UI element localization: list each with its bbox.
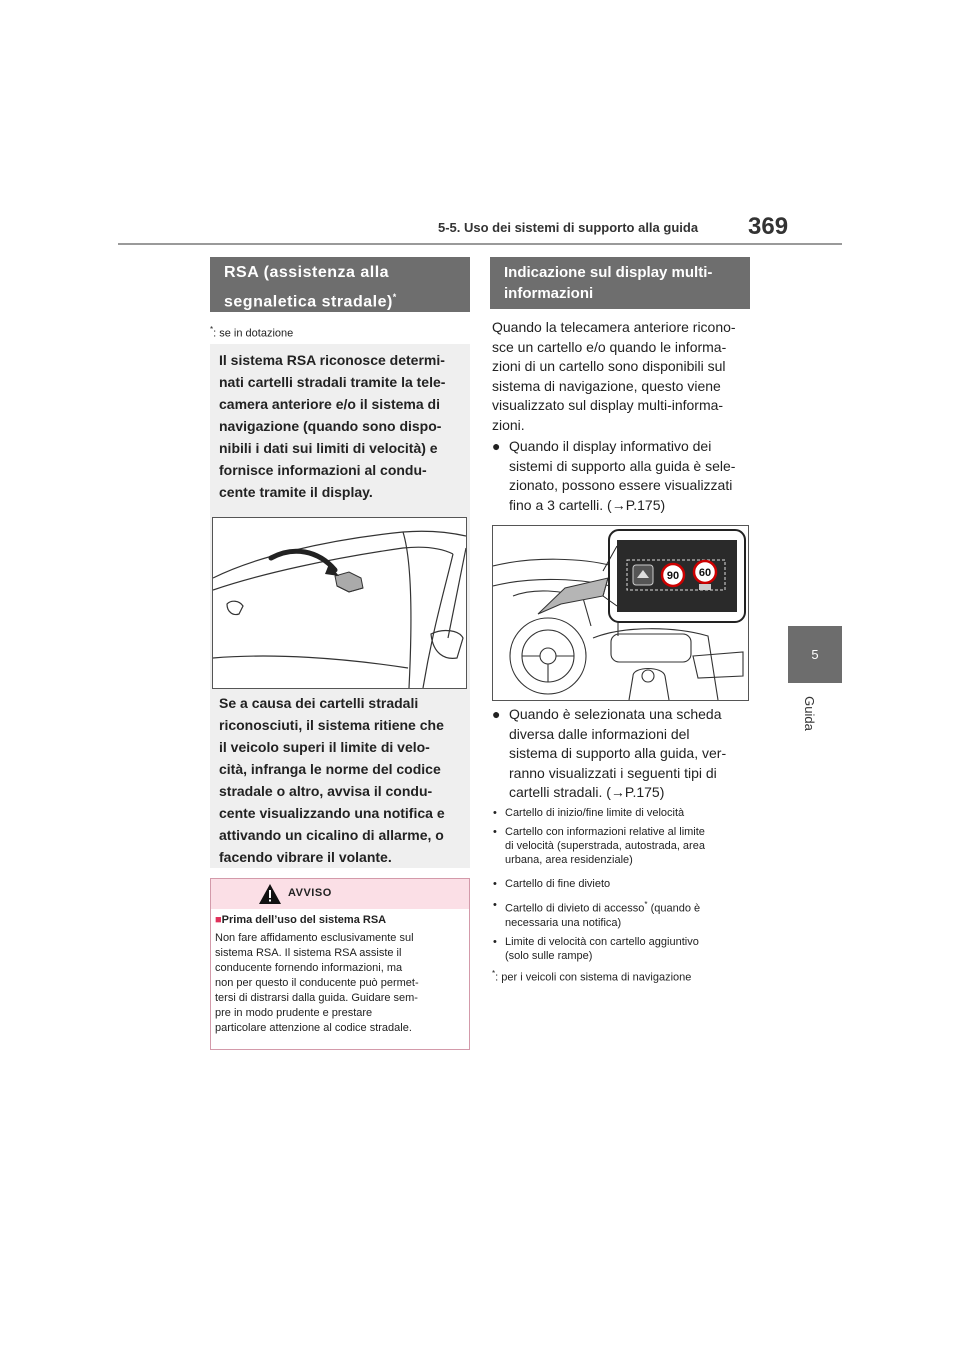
text-line: fornisce informazioni al condu- — [219, 462, 427, 478]
text-line: necessaria una notifica) — [505, 916, 622, 929]
bullet-dot-icon: • — [493, 826, 497, 838]
text-line: cartelli stradali. (→P.175) — [509, 784, 665, 800]
text-line: navigazione (quando sono dispo- — [219, 418, 442, 434]
chapter-tab: 5 — [788, 626, 842, 683]
text-line: Cartello con informazioni relative al limite — [505, 826, 705, 838]
speed-sign-60: 60 — [698, 567, 712, 579]
text-line: sistema di supporto alla guida, ver- — [509, 745, 727, 761]
footnote-text: : se in dotazione — [213, 327, 294, 340]
heading-line: informazioni — [504, 285, 594, 302]
asterisk-mark: * — [644, 900, 648, 909]
page-number: 369 — [748, 213, 789, 240]
text-line: Quando la telecamera anteriore ricono- — [492, 319, 736, 335]
header-rule — [118, 243, 842, 245]
warning-subtitle — [215, 914, 386, 926]
text-line: stradale o altro, avvisa il condu- — [219, 783, 433, 799]
text-line: (solo sulle rampe) — [505, 950, 593, 962]
footnote — [492, 969, 691, 984]
bullet-dot-icon: • — [493, 936, 497, 948]
text-line: tersi di distrarsi dalla guida. Guidare sem- — [215, 992, 418, 1004]
warning-body — [215, 931, 465, 1036]
bullet-item — [492, 705, 750, 803]
text-line: particolare attenzione al codice stradale. — [215, 1022, 412, 1034]
footnote-text: : per i veicoli con sistema di navigazione — [495, 971, 692, 984]
text-line: sistema di navigazione, questo viene — [492, 377, 721, 394]
rsa-section-heading — [210, 257, 470, 312]
heading-text: segnaletica stradale) — [224, 293, 393, 311]
bullet-dot-icon: • — [493, 807, 497, 819]
text-line: Se a causa dei cartelli stradali — [219, 695, 419, 711]
warning-triangle-icon — [258, 883, 282, 905]
text-line: il veicolo superi il limite di velo- — [219, 739, 430, 755]
bullet-item — [492, 437, 750, 515]
text-line: Cartello di inizio/fine limite di velocità — [505, 807, 685, 819]
text-line: sce un cartello e/o quando le informa- — [492, 338, 727, 355]
text-line: Non fare affidamento esclusivamente sul — [215, 932, 414, 944]
bullet-dot-icon: ● — [492, 706, 501, 722]
multi-information-display-illustration — [492, 525, 749, 701]
text-line: zioni di un cartello sono disponibili sul — [492, 358, 726, 374]
text-line: sistema RSA. Il sistema RSA assiste il — [215, 947, 402, 959]
text-line: nati cartelli stradali tramite la tele- — [219, 374, 446, 390]
text-line: cente tramite il display. — [219, 484, 373, 500]
text-line: zionato, possono essere visualizzati — [509, 477, 733, 493]
bullet-dot-icon: • — [493, 878, 497, 890]
heading-line: Indicazione sul display multi- — [504, 264, 713, 281]
sign-type-item — [493, 898, 750, 930]
text-line: riconosciuti, il sistema ritiene che — [219, 717, 444, 733]
speed-sign-90: 90 — [666, 570, 680, 582]
warning-subtitle-text: Prima dell’uso del sistema RSA — [221, 914, 387, 926]
asterisk-mark: * — [492, 969, 496, 978]
text-line: urbana, area residenziale) — [505, 854, 633, 866]
chapter-label — [801, 688, 826, 748]
rsa-intro-text — [219, 349, 464, 503]
text-line: Il sistema RSA riconosce determi- — [219, 352, 445, 368]
sign-type-item — [493, 877, 750, 891]
text-line — [505, 898, 750, 916]
text-line: cità, infranga le norme del codice — [219, 761, 441, 777]
windshield-drawing — [213, 518, 466, 688]
bullet-dot-icon: • — [493, 899, 497, 911]
text-line: ranno visualizzati i seguenti tipi di — [509, 764, 717, 781]
display-section-heading — [490, 257, 750, 309]
text-line: Quando il display informativo dei — [509, 438, 712, 454]
text-line: zioni. — [492, 416, 525, 433]
text-line: non per questo il conducente può permet- — [215, 977, 419, 989]
heading-line — [224, 285, 470, 314]
text-line: nibili i dati sui limiti di velocità) e — [219, 440, 438, 456]
text-line: facendo vibrare il volante. — [219, 849, 392, 865]
footnote — [210, 325, 293, 340]
chapter-label-text: Guida — [801, 696, 817, 731]
warning-header-bar — [211, 879, 469, 909]
asterisk-mark: * — [392, 292, 397, 302]
heading-line: RSA (assistenza alla — [224, 264, 390, 281]
text-line: diversa dalle informazioni del — [509, 725, 690, 742]
warning-title: AVVISO — [288, 887, 332, 899]
sign-type-item — [493, 806, 750, 820]
running-header: 5-5. Uso dei sistemi di supporto alla guida — [438, 220, 699, 235]
sign-type-item — [493, 935, 750, 963]
dashboard-drawing — [493, 526, 748, 700]
text-line: Quando è selezionata una scheda — [509, 706, 722, 722]
square-bullet-icon: ■ — [215, 914, 222, 926]
windshield-camera-illustration — [212, 517, 467, 689]
text-line: visualizzato sul display multi-informa- — [492, 397, 724, 413]
display-intro-text — [492, 318, 750, 435]
text-line: conducente fornendo informazioni, ma — [215, 962, 403, 974]
text-line: sistemi di supporto alla guida è sele- — [509, 457, 736, 474]
text-line: cente visualizzando una notifica e — [219, 805, 445, 821]
text-part: Cartello di divieto di accesso — [505, 902, 645, 915]
asterisk-mark: * — [210, 325, 214, 334]
text-line: camera anteriore e/o il sistema di — [219, 396, 440, 412]
rsa-alert-text — [219, 692, 464, 868]
text-line: fino a 3 cartelli. (→P.175) — [509, 496, 666, 513]
text-line: di velocità (superstrada, autostrada, area — [505, 840, 705, 852]
sign-type-item — [493, 825, 750, 867]
text-part: (quando è — [647, 902, 701, 915]
text-line: Limite di velocità con cartello aggiuntivo — [505, 936, 699, 948]
text-line: Cartello di fine divieto — [505, 878, 611, 890]
text-line: pre in modo prudente e prestare — [215, 1007, 373, 1019]
text-line: attivando un cicalino di allarme, o — [219, 827, 444, 843]
bullet-dot-icon: ● — [492, 438, 501, 454]
